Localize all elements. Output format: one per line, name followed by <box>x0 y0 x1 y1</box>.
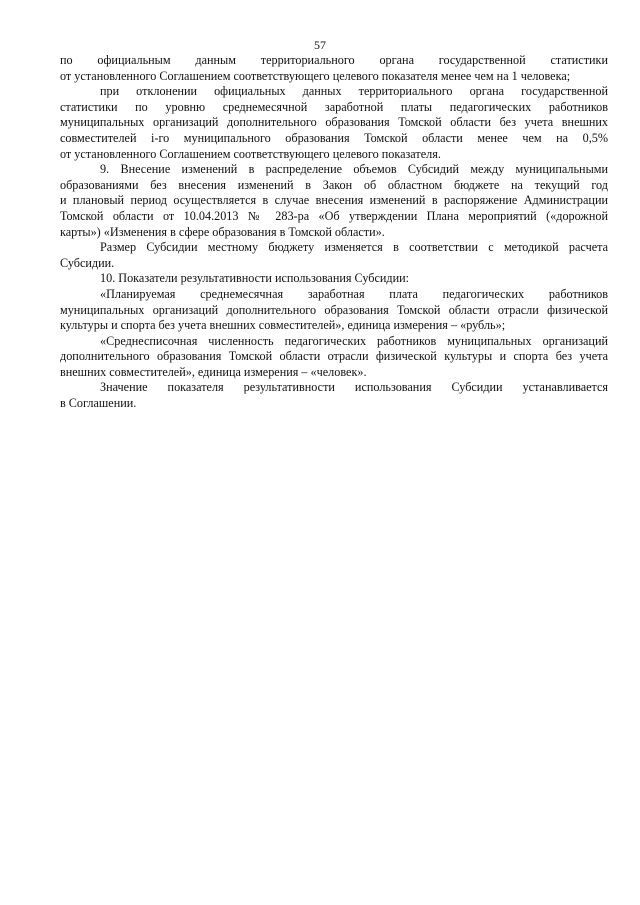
text-line: муниципальных организаций дополнительного образования Томской области без учета внешних <box>60 115 608 130</box>
text-line: «Среднесписочная численность педагогических работников муниципальных организаций <box>100 333 608 348</box>
text-line: от установленного Соглашением соответствующего целевого показателя. <box>60 146 441 161</box>
text-line: статистики по уровню среднемесячной заработной платы педагогических работников <box>60 99 608 114</box>
text-line: «Планируемая среднемесячная заработная плата педагогических работников <box>100 286 608 301</box>
text-line: Значение показателя результативности использования Субсидии устанавливается <box>100 380 608 395</box>
text-line: внешних совместителей», единица измерения – «человек». <box>60 364 367 379</box>
text-line: от установленного Соглашением соответствующего целевого показателя менее чем на 1 человека; <box>60 68 571 83</box>
text-line: и плановый период осуществляется в случае внесения изменений в распоряжение Администрации <box>60 193 608 208</box>
document-body <box>60 53 608 412</box>
text-line: 10. Показатели результативности использования Субсидии: <box>100 271 410 286</box>
text-line: Томской области от 10.04.2013 № 283-ра «Об утверждении Плана мероприятий («дорожной <box>60 208 608 223</box>
text-line: 9. Внесение изменений в распределение объемов Субсидий между муниципальными <box>100 162 608 177</box>
text-line: по официальным данным территориального органа государственной статистики <box>60 53 608 67</box>
text-line: образованиями без внесения изменений в Закон об областном бюджете на текущий год <box>60 177 608 192</box>
text-line: карты») «Изменения в сфере образования в Томской области». <box>60 224 385 239</box>
text-line: Размер Субсидии местному бюджету изменяется в соответствии с методикой расчета <box>100 240 608 255</box>
text-line: в Соглашении. <box>60 396 137 411</box>
page-number: 57 <box>314 38 326 52</box>
text-line: муниципальных организаций дополнительного образования Томской области отрасли физической <box>60 302 608 317</box>
text-line: совместителей i-го муниципального образования Томской области менее чем на 0,5% <box>60 130 608 145</box>
text-line: дополнительного образования Томской области отрасли физической культуры и спорта без учета <box>60 349 608 364</box>
text-line: при отклонении официальных данных территориального органа государственной <box>100 84 608 99</box>
text-line: культуры и спорта без учета внешних совместителей», единица измерения – «рубль»; <box>60 318 506 333</box>
text-line: Субсидии. <box>60 255 115 270</box>
